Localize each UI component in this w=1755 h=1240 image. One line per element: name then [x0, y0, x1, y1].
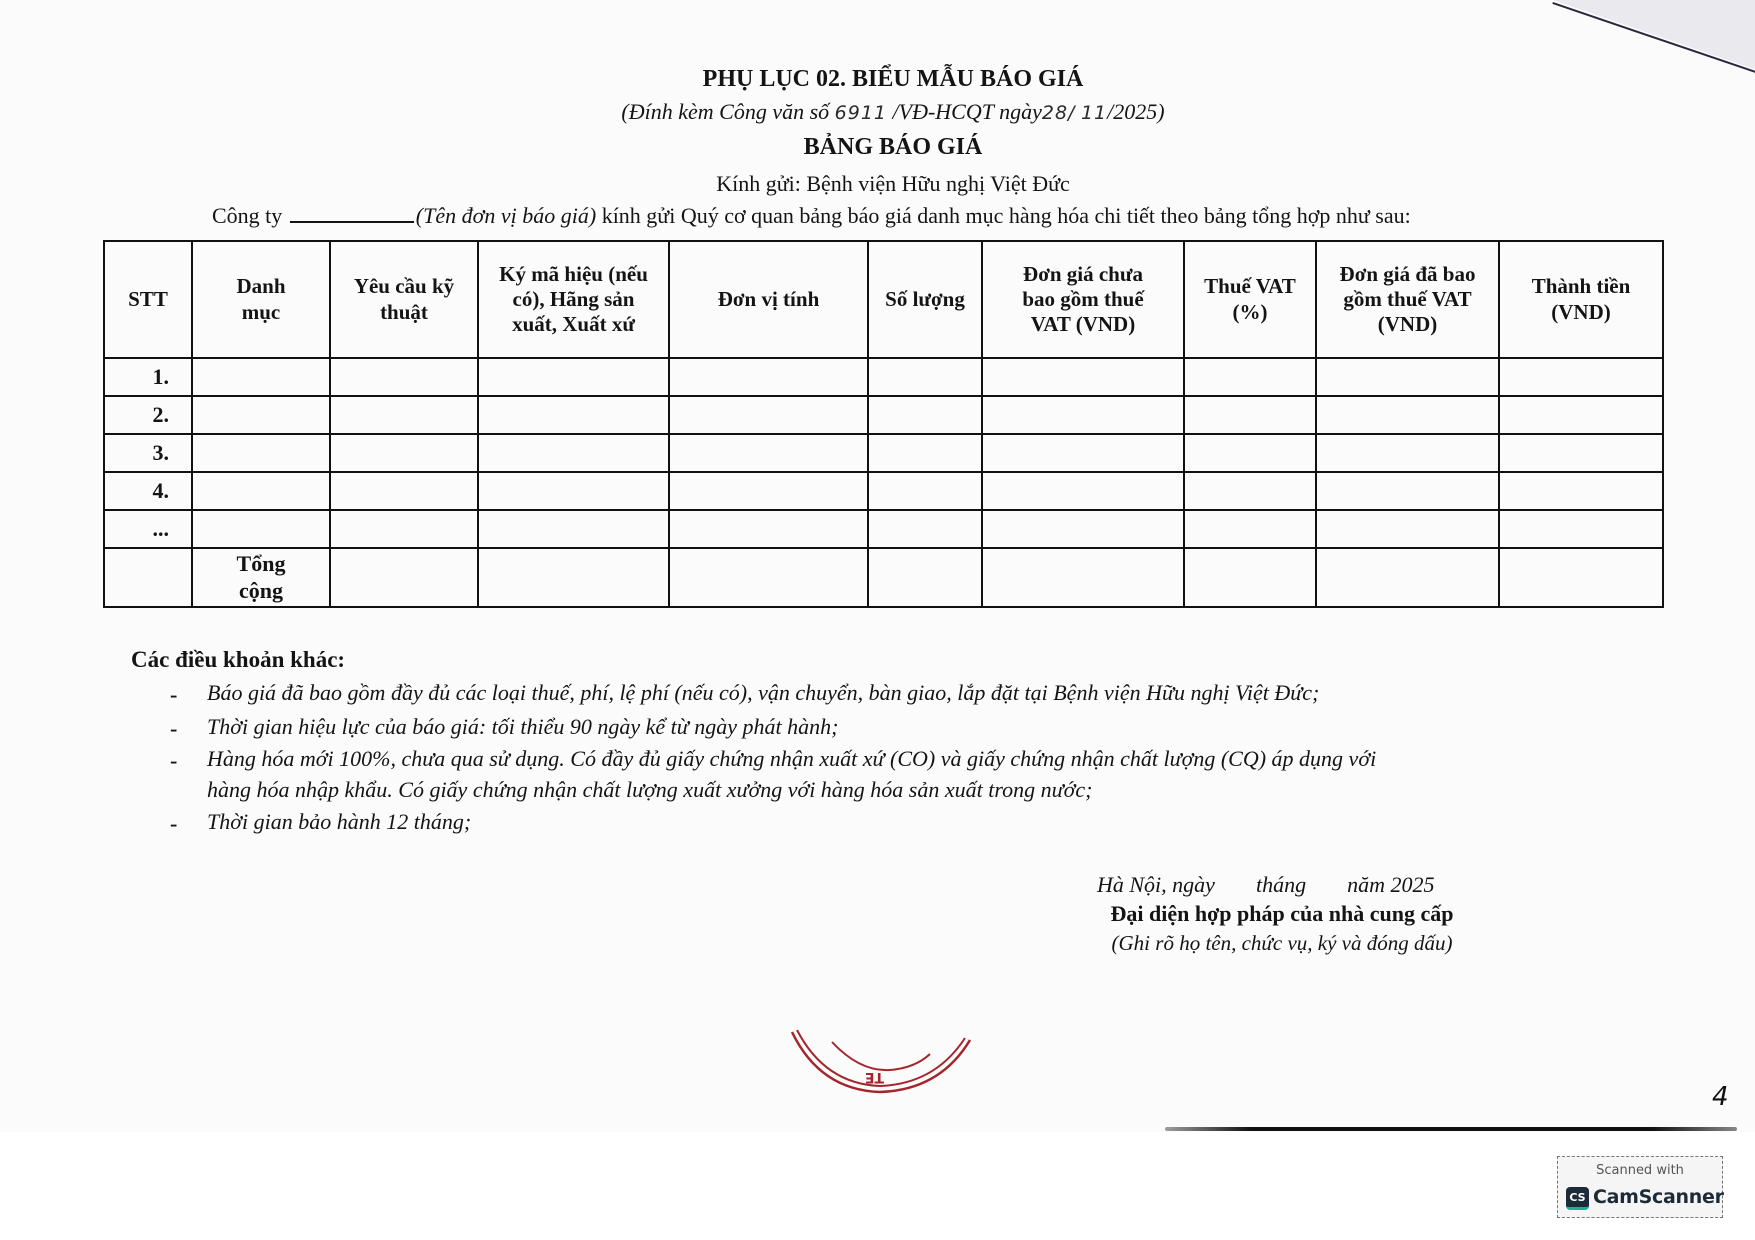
row-number: 1.: [104, 358, 192, 396]
table-cell-empty[interactable]: [1316, 548, 1499, 607]
company-name-blank[interactable]: [290, 221, 414, 223]
term-item-taxes: Báo giá đã bao gồm đầy đủ các loại thuế, phí, lệ phí (nếu có), vận chuyển, bàn giao, lắp đặt tại Bệnh viện Hữu nghị Việt Đức;: [207, 680, 1320, 705]
table-cell-empty[interactable]: [868, 358, 982, 396]
table-cell-empty[interactable]: [330, 358, 478, 396]
table-cell-empty[interactable]: [868, 472, 982, 510]
quote-heading: BẢNG BÁO GIÁ: [803, 134, 983, 160]
table-cell-empty[interactable]: [669, 548, 868, 607]
header-quantity: Số lượng: [868, 241, 982, 358]
table-total-row: [104, 548, 1663, 607]
table-row: [104, 358, 1663, 396]
row-number: 2.: [104, 396, 192, 434]
table-cell-empty[interactable]: [192, 396, 330, 434]
table-cell-empty[interactable]: [1316, 358, 1499, 396]
date-month: tháng: [1255, 872, 1307, 897]
signature-title: Đại diện hợp pháp của nhà cung cấp: [1110, 901, 1454, 926]
term-item-goods-line1: Hàng hóa mới 100%, chưa qua sử dụng. Có đầy đủ giấy chứng nhận xuất xứ (CO) và giấy chứng nhận chất lượng (CQ) áp dụng với: [207, 746, 1377, 771]
attachment-year: /2025): [1107, 99, 1165, 124]
table-row: [104, 510, 1663, 548]
intro-placeholder: (Tên đơn vị báo giá): [415, 203, 597, 228]
table-cell-empty[interactable]: [478, 510, 669, 548]
table-cell-empty[interactable]: [1499, 510, 1663, 548]
row-number: 3.: [104, 434, 192, 472]
table-cell-empty[interactable]: [868, 548, 982, 607]
signature-note: (Ghi rõ họ tên, chức vụ, ký và đóng dấu): [1111, 931, 1453, 955]
table-cell-empty[interactable]: [868, 510, 982, 548]
paper-bottom-edge: [1165, 1127, 1737, 1131]
quotation-table: [103, 240, 1664, 608]
table-cell-empty[interactable]: [330, 472, 478, 510]
signature-date-line: [1097, 872, 1434, 898]
table-cell-empty[interactable]: [1184, 434, 1316, 472]
table-cell-empty[interactable]: [1184, 396, 1316, 434]
watermark-brand: CamScanner: [1593, 1186, 1724, 1208]
table-cell-empty[interactable]: [192, 434, 330, 472]
table-cell-empty[interactable]: [1499, 472, 1663, 510]
header-stt: STT: [104, 241, 192, 358]
table-cell-empty[interactable]: [982, 472, 1184, 510]
attachment-code: /VĐ-HCQT ngày: [892, 99, 1042, 124]
terms-heading: Các điều khoản khác:: [131, 647, 346, 672]
table-header-row: [104, 241, 1663, 358]
intro-prefix: Công ty: [212, 203, 283, 228]
table-cell-empty[interactable]: [669, 358, 868, 396]
table-cell-empty[interactable]: [330, 396, 478, 434]
table-cell-empty[interactable]: [478, 472, 669, 510]
header-total-amount: Thành tiền (VND): [1499, 241, 1663, 358]
attachment-prefix: (Đính kèm Công văn số: [621, 99, 830, 124]
table-cell-empty[interactable]: [478, 434, 669, 472]
watermark-top-text: Scanned with: [1596, 1163, 1684, 1178]
table-cell-empty[interactable]: [669, 434, 868, 472]
term-bullet: -: [170, 811, 178, 836]
table-cell-empty[interactable]: [982, 510, 1184, 548]
table-cell-empty[interactable]: [1499, 358, 1663, 396]
total-label: Tổng cộng: [192, 548, 330, 607]
term-bullet: -: [170, 748, 178, 773]
table-cell-empty[interactable]: [1316, 472, 1499, 510]
header-category: Danh mục: [192, 241, 330, 358]
table-cell-empty[interactable]: [1499, 548, 1663, 607]
table-cell-empty[interactable]: [1184, 358, 1316, 396]
stamp-text: TE: [864, 1069, 884, 1085]
term-item-warranty: Thời gian bảo hành 12 tháng;: [207, 809, 472, 834]
table-cell-empty[interactable]: [1316, 434, 1499, 472]
table-cell-empty[interactable]: [868, 396, 982, 434]
table-cell-empty[interactable]: [669, 510, 868, 548]
term-item-goods-line2: hàng hóa nhập khẩu. Có giấy chứng nhận chất lượng xuất xưởng với hàng hóa sản xuất trong nước;: [207, 777, 1093, 802]
table-cell-empty[interactable]: [192, 472, 330, 510]
header-price-incl-vat: Đơn giá đã bao gồm thuế VAT (VND): [1316, 241, 1499, 358]
intro-suffix: kính gửi Quý cơ quan bảng báo giá danh mục hàng hóa chi tiết theo bảng tổng hợp như sau:: [601, 203, 1411, 228]
stamp-inner-ring: [832, 1042, 930, 1070]
table-cell-empty[interactable]: [982, 396, 1184, 434]
document-title: PHỤ LỤC 02. BIỂU MẪU BÁO GIÁ: [702, 66, 1084, 92]
header-model-manufacturer-origin: Ký mã hiệu (nếu có), Hãng sản xuất, Xuất xứ: [478, 241, 669, 358]
handwritten-month: 11: [1080, 102, 1108, 124]
handwritten-page-mark: 4: [1712, 1082, 1730, 1112]
table-cell-empty[interactable]: [330, 510, 478, 548]
table-cell-empty[interactable]: [1184, 510, 1316, 548]
table-cell-empty[interactable]: [192, 510, 330, 548]
term-item-validity: Thời gian hiệu lực của báo giá: tối thiểu 90 ngày kể từ ngày phát hành;: [207, 714, 839, 739]
handwritten-document-number: 6911: [834, 102, 888, 124]
header-technical-requirements: Yêu cầu kỹ thuật: [330, 241, 478, 358]
table-cell-empty[interactable]: [478, 358, 669, 396]
table-cell-empty[interactable]: [669, 472, 868, 510]
table-cell-empty[interactable]: [192, 358, 330, 396]
table-cell-empty[interactable]: [1499, 396, 1663, 434]
table-cell-empty[interactable]: [478, 396, 669, 434]
camscanner-logo-icon: CS: [1566, 1187, 1589, 1210]
handwritten-day: 28/: [1041, 102, 1076, 124]
date-year: năm 2025: [1347, 872, 1435, 897]
date-place: Hà Nội, ngày: [1097, 872, 1215, 897]
table-cell-empty[interactable]: [868, 434, 982, 472]
camscanner-watermark: [1557, 1156, 1723, 1218]
header-unit: Đơn vị tính: [669, 241, 868, 358]
term-bullet: -: [170, 682, 178, 707]
term-bullet: -: [170, 716, 178, 741]
header-price-excl-vat: Đơn giá chưa bao gồm thuế VAT (VND): [982, 241, 1184, 358]
table-row: [104, 434, 1663, 472]
table-cell-empty[interactable]: [982, 358, 1184, 396]
table-row: [104, 396, 1663, 434]
table-cell-empty[interactable]: [982, 548, 1184, 607]
intro-line: [212, 203, 1411, 229]
table-cell-empty[interactable]: [1499, 434, 1663, 472]
row-number: 4.: [104, 472, 192, 510]
row-number: ...: [104, 510, 192, 548]
red-stamp-fragment: [780, 1020, 980, 1100]
table-cell-empty[interactable]: [1316, 510, 1499, 548]
table-cell-empty[interactable]: [330, 434, 478, 472]
table-row: [104, 472, 1663, 510]
table-cell-empty[interactable]: [1184, 548, 1316, 607]
attachment-line: [621, 99, 1164, 125]
table-cell-empty[interactable]: [982, 434, 1184, 472]
table-cell-empty[interactable]: [1316, 396, 1499, 434]
recipient-line: Kính gửi: Bệnh viện Hữu nghị Việt Đức: [716, 171, 1070, 196]
table-cell-empty[interactable]: [478, 548, 669, 607]
header-vat-percent: Thuế VAT (%): [1184, 241, 1316, 358]
table-cell-empty[interactable]: [669, 396, 868, 434]
table-cell-empty[interactable]: [1184, 472, 1316, 510]
table-cell-empty[interactable]: [330, 548, 478, 607]
table-cell-empty[interactable]: [104, 548, 192, 607]
